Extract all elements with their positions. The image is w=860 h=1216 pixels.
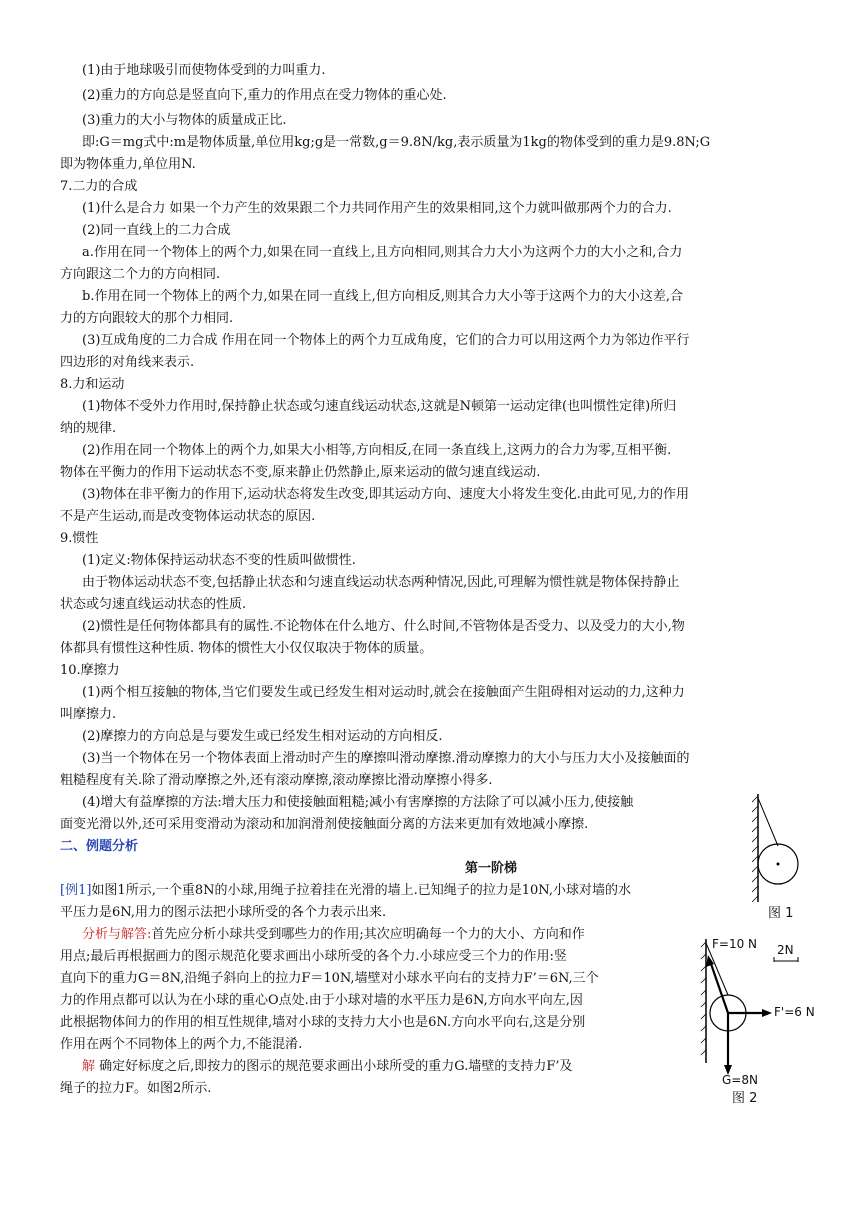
text-line: 纳的规律. — [60, 421, 117, 436]
text-line: 四边形的对角线来表示. — [60, 355, 195, 370]
example-tag: [例1] — [60, 883, 92, 898]
text-line: a.作用在同一个物体上的两个力,如果在同一直线上,且方向相同,则其合力大小为这两个力的大小之和,合力 — [82, 245, 683, 260]
tension-arrowhead — [706, 955, 714, 967]
figure-2-diagram — [700, 935, 818, 1105]
solution-line — [82, 1058, 573, 1076]
rope-line — [758, 798, 778, 846]
text-line: b.作用在同一个物体上的两个力,如果在同一直线上,但方向相反,则其合力大小等于这两个力的大小这差,合 — [82, 289, 683, 304]
text-line: (1)什么是合力 如果一个力产生的效果跟二个力共同作用产生的效果相同,这个力就叫做那两个力的合力. — [82, 201, 672, 216]
wall-hatch — [752, 796, 758, 902]
label-tension: F=10 N — [712, 937, 758, 951]
solution-tag: 解 — [82, 1059, 96, 1074]
step-heading: 第一阶梯 — [465, 861, 518, 876]
text-line: 面变光滑以外,还可采用变滑动为滚动和加润滑剂使接触面分离的方法来更加有效地减小摩擦. — [60, 817, 589, 832]
text-line: 粗糙程度有关.除了滑动摩擦之外,还有滚动摩擦,滚动摩擦比滑动摩擦小得多. — [60, 773, 493, 788]
text-line: 直向下的重力G＝8N,沿绳子斜向上的拉力F＝10N,墙壁对小球水平向右的支持力F’＝6N,三个 — [60, 971, 599, 986]
text-line: 不是产生运动,而是改变物体运动状态的原因. — [60, 509, 316, 524]
section-heading: 8.力和运动 — [60, 377, 125, 392]
tension-arrow — [710, 961, 728, 1013]
text-line: 方向跟这二个力的方向相同. — [60, 267, 221, 282]
text-line: (3)物体在非平衡力的作用下,运动状态将发生改变,即其运动方向、速度大小将发生变化.由此可见,力的作用 — [82, 487, 689, 502]
figure-1-caption: 图 1 — [768, 906, 794, 921]
text-line: (2)重力的方向总是竖直向下,重力的作用点在受力物体的重心处. — [82, 88, 447, 103]
text-line: 作用在两个不同物体上的两个力,不能混淆. — [60, 1037, 303, 1052]
example-text: 如图1所示,一个重8N的小球,用绳子拉着挂在光滑的墙上.已知绳子的拉力是10N,小球对墙的水 — [91, 883, 631, 898]
text-line: (2)惯性是任何物体都具有的属性.不论物体在什么地方、什么时间,不管物体是否受力、以及受力的大小,物 — [82, 619, 685, 634]
figure-2-caption: 图 2 — [732, 1091, 758, 1106]
text-line: (1)两个相互接触的物体,当它们要发生或已经发生相对运动时,就会在接触面产生阻碍相对运动的力,这种力 — [82, 685, 685, 700]
text-line: (3)当一个物体在另一个物体表面上滑动时产生的摩擦叫滑动摩擦.滑动摩擦力的大小与压力大小及接触面的 — [82, 751, 690, 766]
text-line: (2)作用在同一个物体上的两个力,如果大小相等,方向相反,在同一条直线上,这两力的合力为零,互相平衡. — [82, 443, 672, 458]
section-heading: 7.二力的合成 — [60, 179, 138, 194]
text-line: (4)增大有益摩擦的方法:增大压力和使接触面粗糙;减小有害摩擦的方法除了可以减小压力,使接触 — [82, 795, 634, 810]
ball-center — [777, 863, 780, 866]
text-line: 即为物体重力,单位用N. — [60, 157, 196, 172]
label-support: F'=6 N — [774, 1005, 815, 1019]
support-arrowhead — [762, 1009, 772, 1017]
example-line — [60, 882, 631, 900]
figure-2 — [700, 935, 818, 1105]
text-line: (1)定义:物体保持运动状态不变的性质叫做惯性. — [82, 553, 356, 568]
section-heading: 10.摩擦力 — [60, 663, 120, 678]
text-line: 即:G＝mg式中:m是物体质量,单位用kg;g是一常数,g＝9.8N/kg,表示质量为1kg的物体受到的重力是9.8N;G — [82, 135, 711, 150]
text-line: 力的作用点都可以认为在小球的重心O点处.由于小球对墙的水平压力是6N,方向水平向左,因 — [60, 993, 583, 1008]
text-line: (2)摩擦力的方向总是与要发生或已经发生相对运动的方向相反. — [82, 729, 443, 744]
text-line: 状态或匀速直线运动状态的性质. — [60, 597, 247, 612]
label-gravity: G=8N — [722, 1073, 758, 1087]
text-line: 物体在平衡力的作用下运动状态不变,原来静止仍然静止,原来运动的做匀速直线运动. — [60, 465, 541, 480]
figure-1-diagram — [748, 790, 818, 920]
text-line: 用点;最后再根据画力的图示规范化要求画出小球所受的各个力.小球应受三个力的作用:竖 — [60, 949, 567, 964]
text-line: (3)重力的大小与物体的质量成正比. — [82, 113, 287, 128]
text-line: (1)物体不受外力作用时,保持静止状态或匀速直线运动状态,这就是N顿第一运动定律(也叫惯性定律)所归 — [82, 399, 677, 414]
text-line: (3)互成角度的二力合成 作用在同一个物体上的两个力互成角度，它们的合力可以用这两个力为邻边作平行 — [82, 333, 690, 348]
analysis-tag: 分析与解答: — [82, 927, 152, 942]
text-line: 绳子的拉力F。如图2所示. — [60, 1081, 212, 1096]
text-line: 此根据物体间力的作用的相互性规律,墙对小球的支持力大小也是6N.方向水平向右,这是分别 — [60, 1015, 586, 1030]
analysis-line — [82, 926, 585, 944]
analysis-text: 首先应分析小球共受到哪些力的作用;其次应明确每一个力的大小、方向和作 — [151, 927, 585, 942]
text-line: (2)同一直线上的二力合成 — [82, 223, 231, 238]
text-line: 由于物体运动状态不变,包括静止状态和匀速直线运动状态两种情况,因此,可理解为惯性就是物体保持静止 — [82, 575, 680, 590]
solution-text: 确定好标度之后,即按力的图示的规范要求画出小球所受的重力G.墙壁的支持力F’及 — [99, 1059, 573, 1074]
text-line: 力的方向跟较大的那个力相同. — [60, 311, 234, 326]
figure-1 — [748, 790, 818, 920]
text-line: 平压力是6N,用力的图示法把小球所受的各个力表示出来. — [60, 905, 387, 920]
text-line: 叫摩擦力. — [60, 707, 117, 722]
text-line: (1)由于地球吸引而使物体受到的力叫重力. — [82, 63, 326, 78]
text-line: 体都具有惯性这种性质. 物体的惯性大小仅仅取决于物体的质量。 — [60, 641, 433, 656]
section-heading: 9.惯性 — [60, 531, 99, 546]
label-scale: 2N — [777, 943, 794, 957]
section-heading-examples: 二、例题分析 — [60, 839, 139, 854]
